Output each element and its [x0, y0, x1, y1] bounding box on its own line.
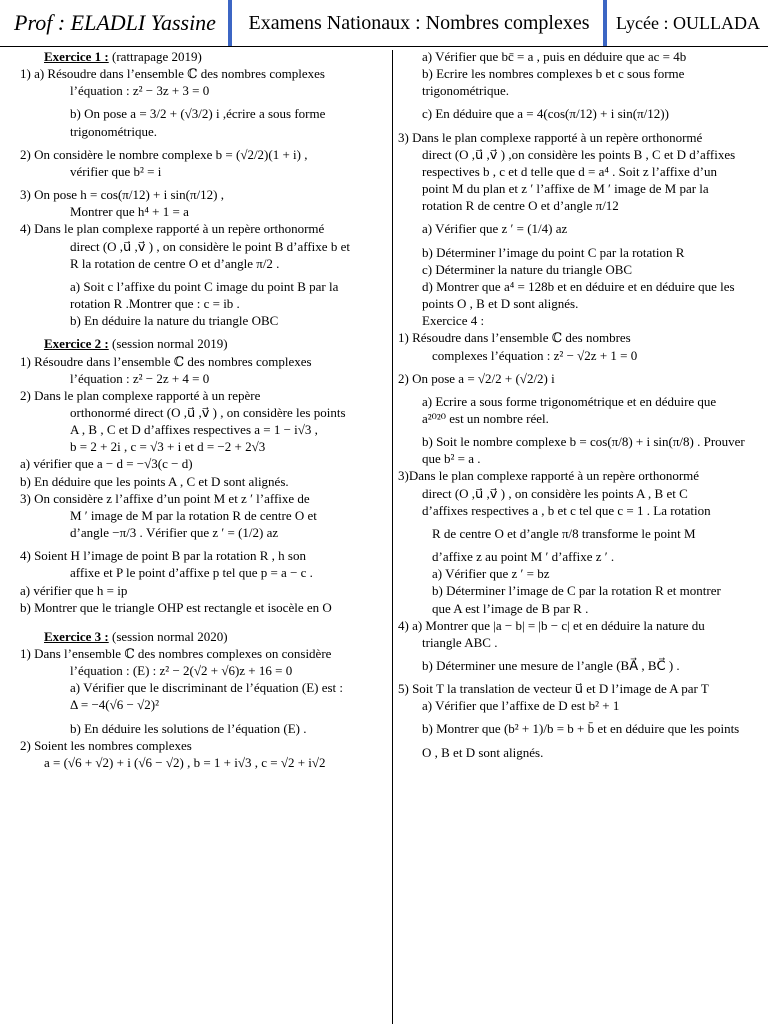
- text-line: direct (O ,u⃗ ,v⃗ ) ,on considère les points B , C et D d’affixes: [422, 146, 736, 162]
- exercise-title: Exercice 3 :: [44, 628, 109, 644]
- text-line: rotation R de centre O et d’angle π/12: [422, 198, 619, 214]
- text-line: 5) Soit T la translation de vecteur u⃗ et D l’image de A par T: [398, 681, 709, 697]
- text-line: a) Vérifier que bc̄ = a , puis en déduire que ac = 4b: [422, 49, 687, 64]
- text-line: b) On pose a = 3/2 + (√3/2) i ,écrire a sous forme: [70, 106, 326, 122]
- text-line: A , B , C et D d’affixes respectives a = 1 − i√3 ,: [70, 422, 318, 438]
- text-line: b = 2 + 2i , c = √3 + i et d = −2 + 2√3: [70, 439, 266, 455]
- text-line: b) Montrer que (b² + 1)/b = b + b̄ et en déduire que les points: [422, 721, 740, 737]
- text-line: b) En déduire que les points A , C et D sont alignés.: [20, 473, 289, 489]
- exercise-session: (session normal 2020): [108, 628, 228, 644]
- text-line: 2) On considère le nombre complexe b = (√2/2)(1 + i) ,: [20, 146, 308, 162]
- text-line: 3) Dans le plan complexe rapporté à un repère orthonormé: [398, 129, 703, 145]
- text-line: 4) Dans le plan complexe rapporté à un repère orthonormé: [20, 221, 325, 237]
- text-line: vérifier que b² = i: [70, 163, 162, 179]
- text-line: a) Ecrire a sous forme trigonométrique et en déduire que: [422, 393, 717, 409]
- text-line: d’affixes respectives a , b et c tel que c = 1 . La rotation: [422, 502, 711, 518]
- header-author: Prof : ELADLI Yassine: [14, 10, 216, 35]
- text-line: triangle ABC .: [422, 634, 498, 650]
- text-line: direct (O ,u⃗ ,v⃗ ) , on considère les points A , B et C: [422, 485, 688, 501]
- text-line: a = (√6 + √2) + i (√6 − √2) , b = 1 + i√3 , c = √2 + i√2: [44, 754, 326, 770]
- text-line: l’équation : (E) : z² − 2(√2 + √6)z + 16 = 0: [70, 663, 293, 679]
- text-line: a) Vérifier que z ′ = bz: [432, 566, 550, 582]
- text-line: d’angle −π/3 . Vérifier que z ′ = (1/2) az: [70, 525, 279, 541]
- text-line: 4) Soient H l’image de point B par la rotation R , h son: [20, 548, 306, 564]
- text-line: point M du plan et z ′ l’affixe de M ′ image de M par la: [422, 181, 709, 197]
- text-line: a) vérifier que h = ip: [20, 582, 128, 598]
- text-line: 1) Résoudre dans l’ensemble ℂ des nombres complexes: [20, 353, 312, 369]
- text-line: d) Montrer que a⁴ = 128b et en déduire et en déduire que les: [422, 278, 735, 294]
- text-line: d’affixe z au point M ′ d’affixe z ′ .: [432, 549, 615, 565]
- text-line: 3) On pose h = cos(π/12) + i sin(π/12) ,: [20, 187, 224, 203]
- text-line: M ′ image de M par la rotation R de centre O et: [70, 507, 317, 523]
- exercise-heading: [20, 48, 384, 65]
- text-line: complexes l’équation : z² − √2z + 1 = 0: [432, 347, 638, 363]
- text-line: 2) On pose a = √2/2 + (√2/2) i: [398, 370, 555, 386]
- text-line: 3)Dans le plan complexe rapporté à un repère orthonormé: [398, 468, 700, 484]
- header-separator: [228, 0, 232, 46]
- text-line: b) Déterminer une mesure de l’angle (BA⃗ , BC⃗ ) .: [422, 658, 680, 673]
- text-line: b) Montrer que le triangle OHP est rectangle et isocèle en O: [20, 599, 332, 615]
- page-header: [0, 0, 768, 47]
- text-line: que A est l’image de B par R .: [432, 600, 589, 616]
- text-line: trigonométrique.: [70, 123, 158, 139]
- header-school: Lycée : OULLADA: [616, 12, 760, 33]
- left-column: [20, 48, 384, 771]
- exercise-title: Exercice 1 :: [44, 49, 109, 64]
- text-line: affixe et P le point d’affixe p tel que p = a − c .: [70, 565, 313, 581]
- exercise-session: (session normal 2019): [108, 336, 228, 352]
- text-line: 2) Dans le plan complexe rapporté à un repère: [20, 387, 261, 403]
- exercise-heading: [20, 628, 384, 645]
- text-line: c) En déduire que a = 4(cos(π/12) + i sin(π/12)): [422, 106, 669, 122]
- text-line: rotation R .Montrer que : c = ib .: [70, 296, 240, 312]
- text-line: a) Soit c l’affixe du point C image du point B par la: [70, 278, 339, 294]
- text-line: c) Déterminer la nature du triangle OBC: [422, 261, 633, 277]
- column-divider: [392, 50, 393, 1024]
- text-line: 2) Soient les nombres complexes: [20, 737, 192, 753]
- text-line: 1) Dans l’ensemble ℂ des nombres complexes on considère: [20, 646, 332, 661]
- text-line: b) En déduire la nature du triangle OBC: [70, 313, 279, 329]
- text-line: l’équation : z² − 3z + 3 = 0: [70, 83, 210, 99]
- text-line: b) Déterminer l’image du point C par la rotation R: [422, 244, 685, 260]
- text-line: Δ = −4(√6 − √2)²: [70, 697, 159, 713]
- header-separator: [603, 0, 607, 46]
- text-line: orthonormé direct (O ,u⃗ ,v⃗ ) , on considère les points: [70, 404, 346, 420]
- text-line: que b² = a .: [422, 451, 481, 467]
- text-line: respectives b , c et d telle que d = a⁴ . Soit z l’affixe d’un: [422, 163, 718, 179]
- text-line: l’équation : z² − 2z + 4 = 0: [70, 370, 210, 386]
- right-column: [398, 48, 766, 761]
- text-line: 4) a) Montrer que |a − b| = |b − c| et en déduire la nature du: [398, 617, 705, 633]
- text-line: Montrer que h⁴ + 1 = a: [70, 204, 189, 220]
- text-line: b) Soit le nombre complexe b = cos(π/8) + i sin(π/8) . Prouver: [422, 434, 745, 450]
- exercise-title: Exercice 2 :: [44, 336, 109, 352]
- text-line: 1) Résoudre dans l’ensemble ℂ des nombres: [398, 330, 631, 346]
- text-line: a) vérifier que a − d = −√3(c − d): [20, 456, 193, 472]
- text-line: direct (O ,u⃗ ,v⃗ ) , on considère le point B d’affixe b et: [70, 238, 350, 254]
- text-line: points O , B et D sont alignés.: [422, 296, 579, 312]
- header-title: Examens Nationaux : Nombres complexes: [248, 11, 590, 34]
- exercise-session: (rattrapage 2019): [108, 49, 202, 64]
- text-line: b) Ecrire les nombres complexes b et c sous forme: [422, 66, 685, 82]
- text-line: a) Vérifier que z ′ = (1/4) az: [422, 221, 568, 237]
- text-line: a) Vérifier que l’affixe de D est b² + 1: [422, 698, 620, 714]
- spacer: [20, 616, 384, 628]
- text-line: 3) On considère z l’affixe d’un point M et z ′ l’affixe de: [20, 490, 310, 506]
- text-line: O , B et D sont alignés.: [422, 744, 544, 760]
- text-line: a) Vérifier que le discriminant de l’équation (E) est :: [70, 680, 344, 696]
- text-line: b) Déterminer l’image de C par la rotation R et montrer: [432, 583, 721, 599]
- text-line: a²⁰²⁰ est un nombre réel.: [422, 410, 549, 426]
- text-line: 1) a) Résoudre dans l’ensemble ℂ des nombres complexes: [20, 66, 325, 82]
- text-line: b) En déduire les solutions de l’équation (E) .: [70, 720, 307, 736]
- exercise-heading: [20, 335, 384, 352]
- text-line: R la rotation de centre O et d’angle π/2 .: [70, 255, 280, 271]
- text-line: Exercice 4 :: [422, 313, 485, 329]
- text-line: R de centre O et d’angle π/8 transforme le point M: [432, 525, 696, 541]
- text-line: trigonométrique.: [422, 83, 510, 99]
